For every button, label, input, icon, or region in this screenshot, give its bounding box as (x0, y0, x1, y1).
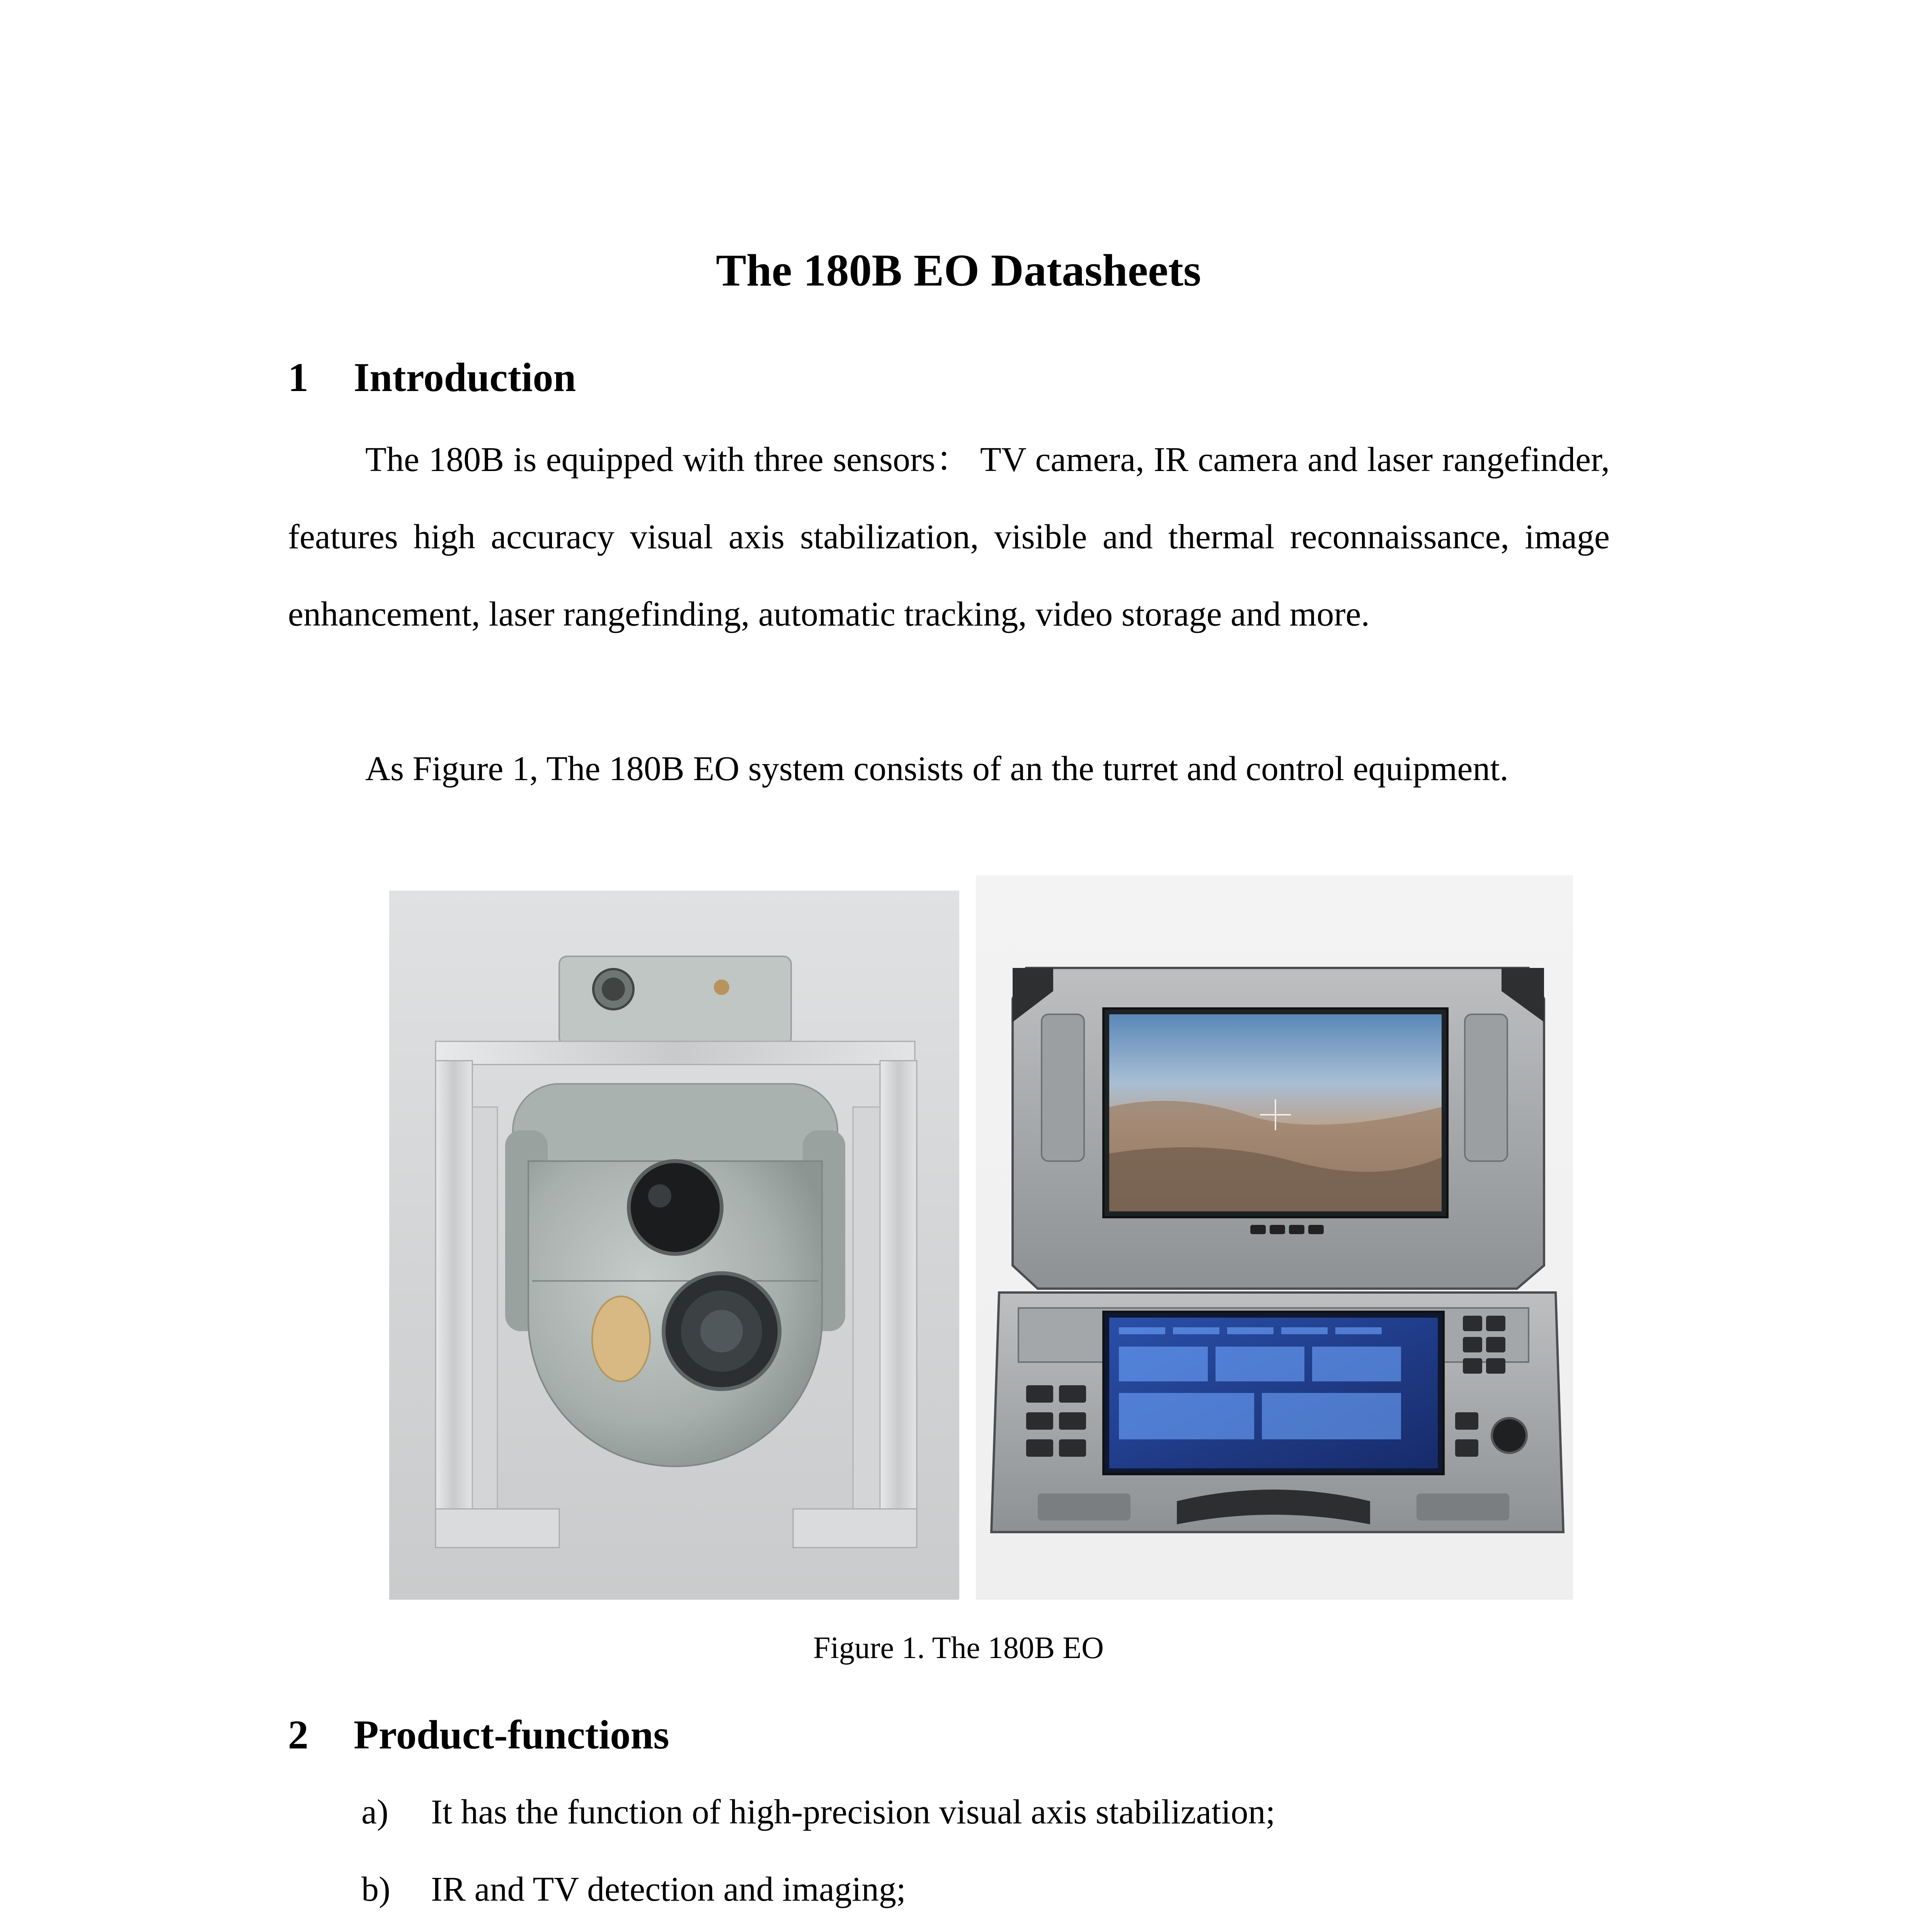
section-title: Introduction (354, 355, 576, 400)
list-item (361, 1928, 1610, 1932)
list-item (361, 1851, 1610, 1928)
figure-caption: Figure 1. The 180B EO (813, 1631, 1104, 1665)
list-marker: b) (361, 1870, 390, 1908)
list-item (361, 1774, 1610, 1851)
control-equipment-photo (976, 875, 1573, 1600)
list-marker (361, 1928, 388, 1932)
turret-photo (389, 891, 959, 1600)
intro-paragraph: The 180B is equipped with three sensors： TV camera, IR camera and laser rangefinder, features high accuracy visual axis stabilization, visible and thermal reconnaissance, image enhancement, laser rangefinding, automatic tracking, video storage and more. (288, 440, 1610, 633)
section-title: Product-functions (354, 1712, 669, 1757)
section-heading-product-functions (288, 1710, 669, 1760)
list-item-text: IR and TV detection and imaging; (431, 1870, 906, 1908)
figure-reference-paragraph: As Figure 1, The 180B EO system consists of an the turret and control equipment. (365, 750, 1508, 788)
function-list (361, 1774, 1610, 1932)
document-title: The 180B EO Datasheets (716, 245, 1201, 296)
list-marker: a) (361, 1793, 388, 1831)
list-item-text: It has the function of high-precision visual axis stabilization; (431, 1793, 1275, 1831)
section-number: 1 (288, 355, 308, 400)
section-heading-introduction (288, 352, 576, 403)
section-number: 2 (288, 1712, 308, 1757)
